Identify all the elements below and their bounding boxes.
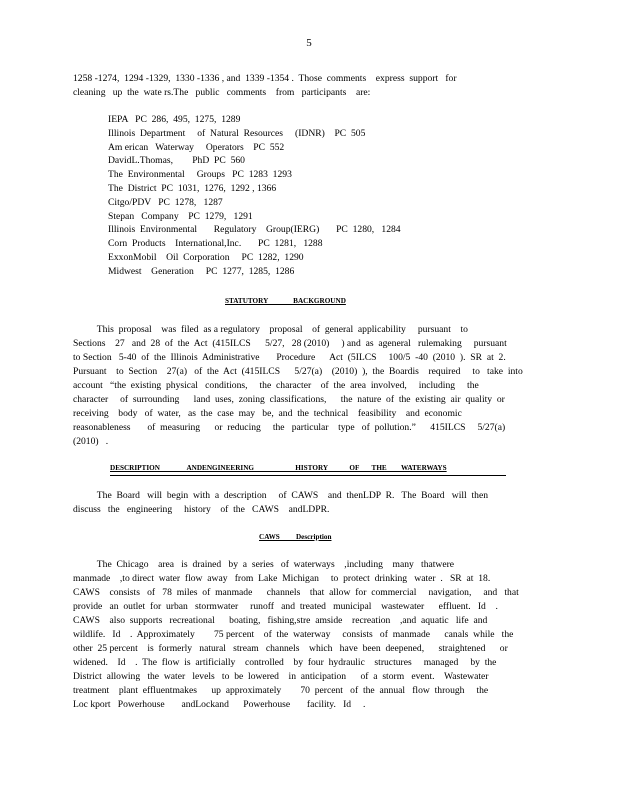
- list-item: DavidL.Thomas, PhD PC 560: [108, 155, 245, 167]
- text-line: Loc kport Powerhouse andLockand Powerhouse facility. Id .: [73, 699, 366, 710]
- caws-paragraph: [73, 558, 543, 712]
- text-line: Pursuant to Section 27(a) of the Act (415ILCS 5/27(a) (2010) ), the Boardis required to take into: [73, 366, 523, 377]
- list-item: The District PC 1031, 1276, 1292 , 1366: [108, 182, 277, 194]
- participants-list: [108, 113, 401, 279]
- text-line: Sections 27 and 28 of the Act (415ILCS 5/27, 28 (2010) ) and as ageneral rulemaking pursuant: [73, 338, 507, 349]
- text-line: District allowing the water levels to be lowered in anticipation of a storm event. Wastewater: [73, 671, 489, 682]
- text-line: CAWS also supports recreational boating, fishing,stre amside recreation ,and aquatic life and: [73, 615, 488, 626]
- text-line: account “the existing physical conditions, the character of the area involved, including the: [73, 380, 479, 391]
- text-line: manmade ,to direct water flow away from Lake Michigan to protect drinking water . SR at 18.: [73, 573, 491, 584]
- text-line: widened. Id . The flow is artificially controlled by four hydraulic structures managed by the: [73, 657, 497, 668]
- section-heading-statutory: STATUTORY BACKGROUND: [225, 297, 346, 305]
- text-line: reasonableness of measuring or reducing the particular type of pollution.” 415ILCS 5/27(a): [73, 422, 506, 433]
- text-line: This proposal was filed as a regulatory proposal of general applicability pursuant to: [73, 324, 468, 335]
- statutory-paragraph: [73, 323, 543, 449]
- text-line: cleaning up the wate rs.The public comments from participants are:: [73, 87, 371, 98]
- text-line: 1258 -1274, 1294 -1329, 1330 -1336 , and 1339 -1354 . Those comments express support for: [73, 73, 457, 84]
- list-item: Am erican Waterway Operators PC 552: [108, 141, 285, 153]
- list-item: Stepan Company PC 1279, 1291: [108, 210, 253, 222]
- list-item: Illinois Environmental Regulatory Group(IERG) PC 1280, 1284: [108, 224, 401, 236]
- text-line: receiving body of water, as the case may be, and the technical feasibility and economic: [73, 408, 462, 419]
- text-line: CAWS consists of 78 miles of manmade channels that allow for commercial navigation, and that: [73, 587, 519, 598]
- list-item: Midwest Generation PC 1277, 1285, 1286: [108, 265, 295, 277]
- intro-paragraph: [73, 72, 543, 100]
- list-item: Corn Products International,Inc. PC 1281, 1288: [108, 238, 323, 250]
- text-line: discuss the engineering history of the CAWS andLDPR.: [73, 504, 330, 515]
- section-heading-caws: CAWS Description: [259, 533, 332, 541]
- text-line: treatment plant effluentmakes up approximately 70 percent of the annual flow through the: [73, 685, 489, 696]
- text-line: to Section 5-40 of the Illinois Administrative Procedure Act (5ILCS 100/5 -40 (2010 ). SR at 2.: [73, 352, 506, 363]
- list-item: Illinois Department of Natural Resources (IDNR) PC 505: [108, 127, 366, 139]
- list-item: Citgo/PDV PC 1278, 1287: [108, 196, 223, 208]
- list-item: ExxonMobil Oil Corporation PC 1282, 1290: [108, 251, 304, 263]
- section-heading-description: DESCRIPTION ANDENGINEERING HISTORY OF THE WATERWAYS: [110, 464, 447, 472]
- list-item: IEPA PC 286, 495, 1275, 1289: [108, 114, 241, 125]
- page-number: 5: [306, 37, 312, 49]
- text-line: provide an outlet for urban stormwater runoff and treated municipal wastewater effluent. Id .: [73, 601, 498, 612]
- heading-underline: [110, 475, 506, 476]
- description-paragraph: [73, 489, 543, 517]
- text-line: The Chicago area is drained by a series of waterways ,including many thatwere: [73, 559, 455, 570]
- list-item: The Environmental Groups PC 1283 1293: [108, 169, 292, 181]
- text-line: The Board will begin with a description of CAWS and thenLDP R. The Board will then: [73, 490, 488, 501]
- text-line: (2010) .: [73, 436, 109, 447]
- text-line: other 25 percent is formerly natural stream channels which have been deepened, straightened or: [73, 643, 508, 654]
- text-line: wildlife. Id . Approximately 75 percent of the waterway consists of manmade canals while the: [73, 629, 514, 640]
- text-line: character of surrounding land uses, zoning classifications, the nature of the existing air quality or: [73, 394, 505, 405]
